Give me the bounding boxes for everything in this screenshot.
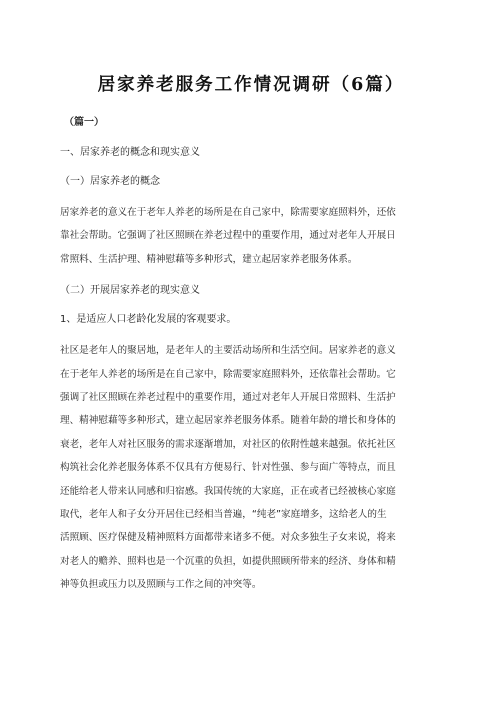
paragraph-concept (60, 201, 442, 271)
paragraph-line: 靠社会帮助。它强调了社区照顾在养老过程中的重要作用，通过对老年人开展日 (60, 230, 396, 242)
part-label: （篇一） (64, 117, 104, 128)
paragraph-line: 活照顾、医疗保健及精神照料方面都带来诸多不便。对众多独生子女来说，将来 (60, 532, 396, 544)
paragraph-line: 构筑社会化养老服务体系不仅具有方便易行、针对性强、参与面广等特点，而且 (60, 462, 396, 474)
paragraph-line: 还能给老人带来认同感和归宿感。我国传统的大家庭，正在或者已经被核心家庭 (60, 485, 396, 497)
document-title: 居家养老服务工作情况调研（6篇） (97, 75, 405, 95)
paragraph-line: 在于老年人养老的场所是在自己家中，除需要家庭照料外，还依靠社会帮助。它 (60, 368, 396, 380)
paragraph-line: 强调了社区照顾在养老过程中的重要作用，通过对老年人开展日常照料、生活护 (60, 392, 396, 404)
paragraph-line: 取代，老年人和子女分开居住已经相当普遍，“纯老”家庭增多，这给老人的生 (60, 509, 387, 521)
paragraph-line: 理、精神慰藉等多种形式，建立起居家养老服务体系。随着年龄的增长和身体的 (60, 415, 396, 427)
point-aging-requirement: 1、是适应人口老龄化发展的客观要求。 (60, 314, 237, 326)
paragraph-line: 常照料、生活护理、精神慰藉等多种形式，建立起居家养老服务体系。 (60, 253, 358, 265)
paragraph-line: 神等负担或压力以及照顾与工作之间的冲突等。 (60, 579, 262, 591)
section-heading-concept: 一、居家养老的概念和现实意义 (60, 147, 200, 158)
sub-heading-significance: （二）开展居家养老的现实意义 (60, 285, 200, 297)
paragraph-line: 对老人的赡养、照料也是一个沉重的负担，如提供照顾所带来的经济、身体和精 (60, 555, 396, 567)
paragraph-line: 衰老，老年人对社区服务的需求逐渐增加，对社区的依附性越来越强。依托社区 (60, 438, 396, 450)
paragraph-line: 居家养老的意义在于老年人养老的场所是在自己家中，除需要家庭照料外，还依 (60, 207, 396, 218)
sub-heading-concept: （一）居家养老的概念 (60, 176, 160, 187)
paragraph-community (60, 339, 442, 596)
paragraph-line: 社区是老年人的聚居地，是老年人的主要活动场所和生活空间。居家养老的意义 (60, 345, 396, 357)
